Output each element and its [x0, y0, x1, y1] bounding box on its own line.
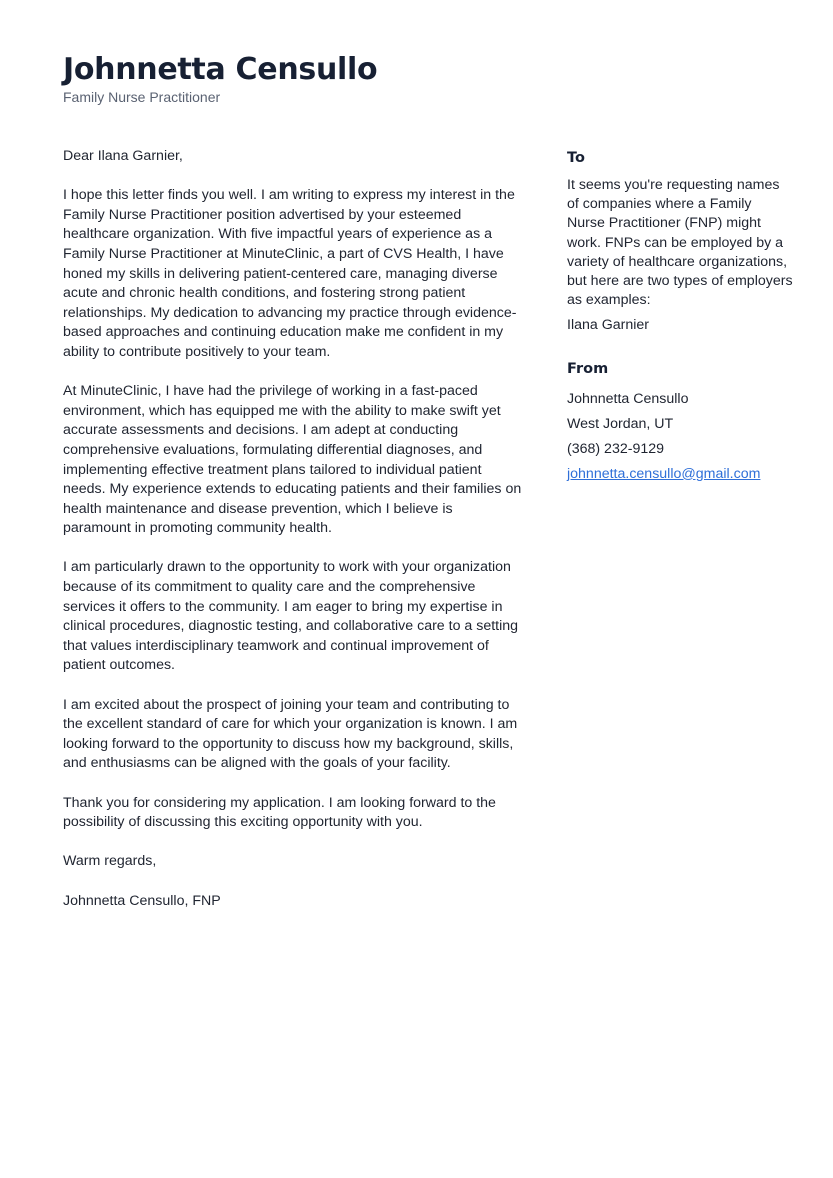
sender-name: Johnnetta Censullo	[567, 390, 689, 407]
letter-body	[63, 147, 523, 931]
to-heading: To	[567, 150, 585, 166]
sidebar	[567, 148, 793, 487]
sender-phone: (368) 232-9129	[567, 440, 665, 457]
letter-paragraph: At MinuteClinic, I have had the privilege of working in a fast-paced environment, which has equipped me with the ability to make swift yet accurate assessments and decisions. I am adept at conducting comprehensive evaluations, formulating differential diagnoses, and implementing effective treatment plans tailored to individual patient needs. My experience extends to educating patients and their families on health maintenance and disease prevention, which I believe is paramount in promoting community health.	[63, 383, 522, 537]
from-heading: From	[567, 360, 609, 377]
recipient-name: Ilana Garnier	[567, 317, 650, 334]
to-description: It seems you're requesting names of companies where a Family Nurse Practitioner (FNP) might work. FNPs can be employed by a variety of healthcare organizations, but here are two types of employers as examples:	[567, 177, 793, 309]
applicant-name: Johnnetta Censullo	[63, 52, 378, 87]
to-section	[567, 148, 793, 336]
letter-paragraph: I am particularly drawn to the opportunity to work with your organization because of its commitment to quality care and the comprehensive services it offers to the community. I am eager to bring my expertise in clinical procedures, diagnostic testing, and collaborative care to a setting that values interdisciplinary teamwork and continual improvement of patient outcomes.	[63, 559, 519, 674]
letter-paragraph: I am excited about the prospect of joining your team and contributing to the excellent standard of care for which your organization is known. I am looking forward to the opportunity to discuss how my background, skills, and enthusiasms can be aligned with the goals of your facility.	[63, 696, 518, 772]
letter-closing: Warm regards,	[63, 853, 157, 870]
sender-location: West Jordan, UT	[567, 415, 674, 432]
applicant-title: Family Nurse Practitioner	[63, 89, 221, 105]
letter-paragraph: Thank you for considering my application. I am looking forward to the possibility of discussing this exciting opportunity with you.	[63, 794, 496, 831]
letter-signature: Johnnetta Censullo, FNP	[63, 892, 221, 909]
header	[63, 52, 377, 106]
sender-email-link[interactable]: johnnetta.censullo@gmail.com	[567, 465, 761, 482]
from-section	[567, 359, 793, 487]
letter-greeting: Dear Ilana Garnier,	[63, 148, 183, 164]
letter-paragraph: I hope this letter finds you well. I am writing to express my interest in the Family Nurse Practitioner position advertised by your esteemed healthcare organization. With five impactful years of experience as a Family Nurse Practitioner at MinuteClinic, a part of CVS Health, I have honed my skills in delivering patient-centered care, managing diverse acute and chronic health conditions, and fostering strong patient relationships. My dedication to advancing my practice through evidence-based approaches and continuing education make me confident in my ability to contribute positively to your team.	[63, 187, 517, 360]
